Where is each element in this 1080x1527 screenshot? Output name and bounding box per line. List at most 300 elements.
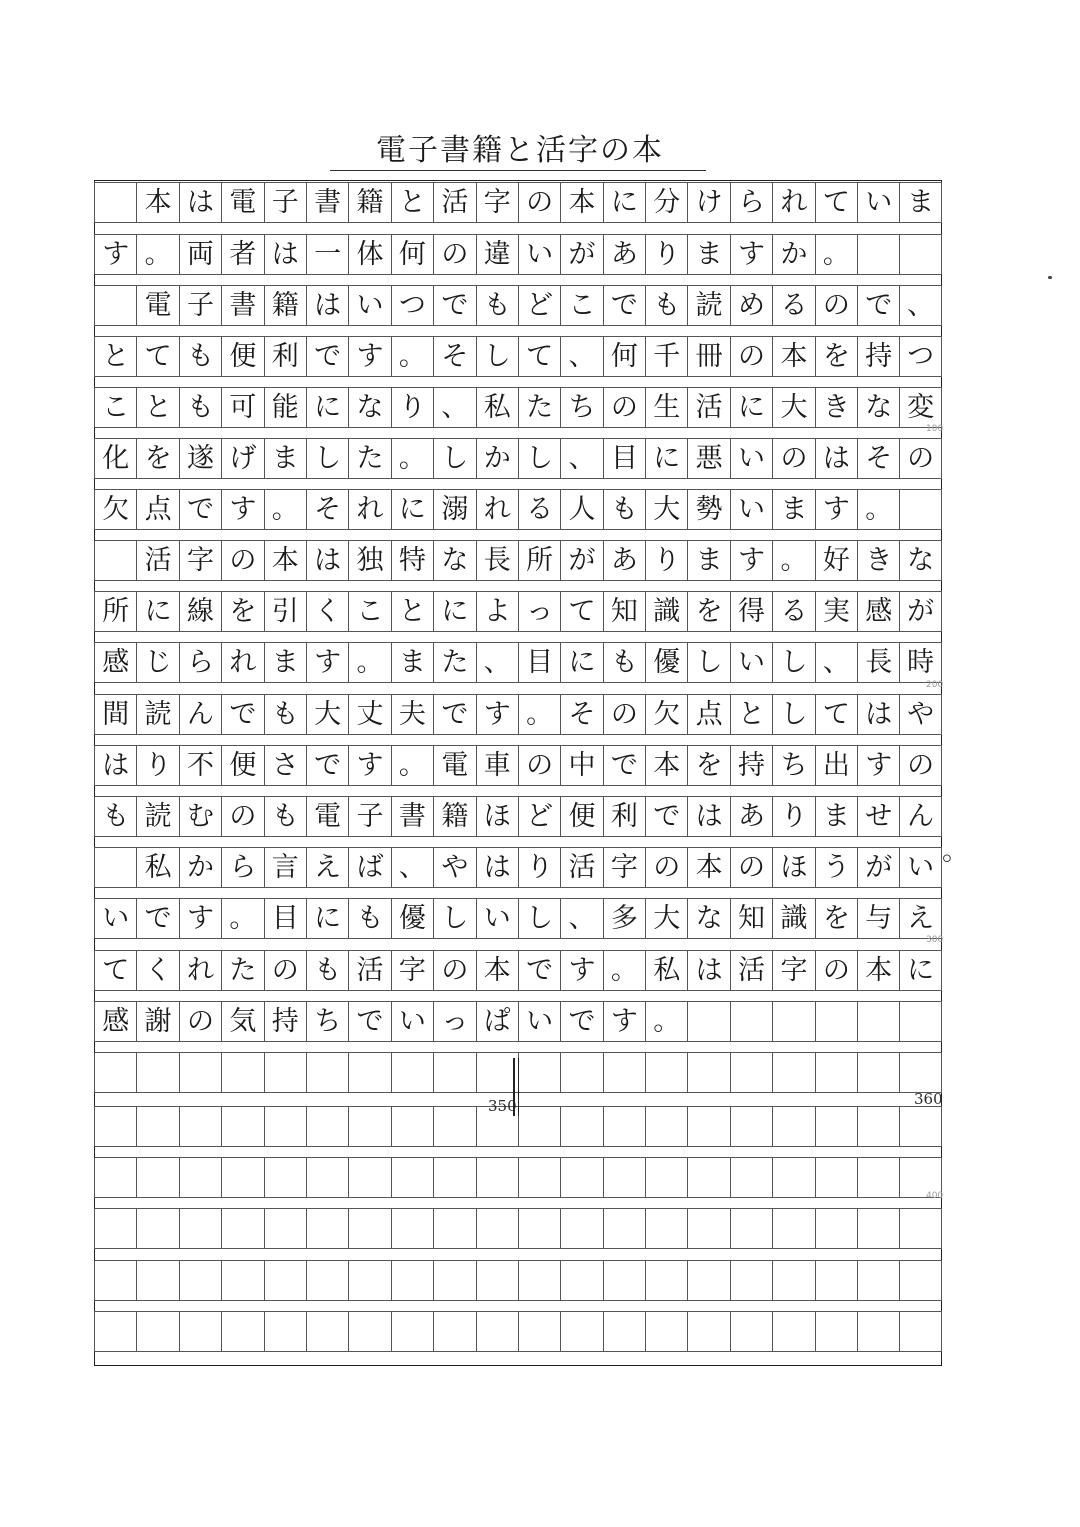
grid-cell [348, 1052, 390, 1093]
grid-cell: 書 [391, 796, 433, 837]
grid-cell: に [136, 591, 178, 632]
grid-cell: 点 [136, 489, 178, 530]
grid-cell: れ [772, 182, 814, 223]
grid-cell [264, 1260, 306, 1301]
grid-cell: ち [560, 387, 602, 428]
grid-cell: 書 [306, 182, 348, 223]
grid-cell: い [730, 489, 772, 530]
grid-cell: し [433, 438, 475, 479]
grid-cell: な [687, 898, 729, 939]
grid-cell: て [815, 694, 857, 735]
grid-cell [857, 1157, 899, 1198]
grid-cell: れ [348, 489, 390, 530]
grid-cell: は [476, 847, 518, 888]
grid-cell: 謝 [136, 1001, 178, 1042]
grid-cell: 籍 [433, 796, 475, 837]
grid-cell: 本 [264, 540, 306, 581]
grid-cell [348, 1106, 390, 1147]
grid-cell [179, 1052, 221, 1093]
grid-cell: に [899, 950, 941, 991]
grid-cell [730, 1311, 772, 1352]
grid-cell [687, 1208, 729, 1249]
grid-cell: が [899, 591, 941, 632]
grid-cell: 、 [433, 387, 475, 428]
grid-cell: せ [857, 796, 899, 837]
grid-cell [136, 1260, 178, 1301]
grid-cell: 私 [645, 950, 687, 991]
handwritten-end-count: 350 [488, 1097, 517, 1115]
grid-cell: 活 [730, 950, 772, 991]
grid-cell [391, 1260, 433, 1301]
grid-cell [857, 1052, 899, 1093]
grid-cell [518, 1208, 560, 1249]
grid-cell: や [433, 847, 475, 888]
grid-cell: の [815, 285, 857, 326]
grid-cell: 字 [772, 950, 814, 991]
handwritten-row-count: 360 [914, 1090, 943, 1108]
grid-cell: さ [264, 745, 306, 786]
grid-cell: り [645, 234, 687, 275]
grid-cell: に [645, 438, 687, 479]
grid-cell: れ [476, 489, 518, 530]
grid-cell: の [518, 182, 560, 223]
grid-cell [306, 1260, 348, 1301]
grid-cell [560, 1260, 602, 1301]
grid-cell: た [221, 950, 263, 991]
grid-cell [518, 1052, 560, 1093]
grid-cell: 、 [391, 847, 433, 888]
grid-cell: 。 [603, 950, 645, 991]
grid-cell [899, 1001, 941, 1042]
grid-cell: の [815, 950, 857, 991]
grid-cell: ぱ [476, 1001, 518, 1042]
grid-cell [645, 1106, 687, 1147]
grid-cell [518, 1157, 560, 1198]
grid-cell: も [306, 950, 348, 991]
grid-cell: 得 [730, 591, 772, 632]
grid-cell [264, 1052, 306, 1093]
grid-cell: 夫 [391, 694, 433, 735]
grid-cell: も [645, 285, 687, 326]
grid-cell: は [815, 438, 857, 479]
grid-cell: ほ [476, 796, 518, 837]
grid-cell: 。 [221, 898, 263, 939]
grid-cell [179, 1260, 221, 1301]
grid-cell [899, 1260, 941, 1301]
grid-cell: し [772, 642, 814, 683]
grid-cell: で [306, 745, 348, 786]
grid-cell: た [518, 387, 560, 428]
grid-cell [433, 1106, 475, 1147]
grid-row [94, 950, 942, 991]
grid-cell: 好 [815, 540, 857, 581]
grid-row [94, 1260, 942, 1301]
grid-cell: 者 [221, 234, 263, 275]
grid-cell: も [264, 694, 306, 735]
grid-cell: 電 [136, 285, 178, 326]
grid-cell: し [518, 438, 560, 479]
essay-title: 電子書籍と活字の本 [376, 133, 664, 168]
grid-cell: 本 [645, 745, 687, 786]
grid-cell [899, 1052, 941, 1093]
grid-cell: す [94, 234, 136, 275]
grid-cell [560, 1052, 602, 1093]
grid-cell: も [603, 642, 645, 683]
grid-cell: い [476, 898, 518, 939]
grid-cell [476, 1052, 518, 1093]
grid-cell [560, 1157, 602, 1198]
grid-cell: す [179, 898, 221, 939]
grid-cell [476, 1208, 518, 1249]
end-of-text-marker [513, 1058, 519, 1116]
grid-cell: 子 [348, 796, 390, 837]
grid-cell [136, 1311, 178, 1352]
grid-cell: 千 [645, 336, 687, 377]
grid-cell: 電 [306, 796, 348, 837]
grid-cell: が [560, 540, 602, 581]
grid-cell [730, 1260, 772, 1301]
grid-cell: 、 [815, 642, 857, 683]
grid-cell: に [306, 387, 348, 428]
grid-cell [815, 1106, 857, 1147]
grid-cell: ま [815, 796, 857, 837]
grid-cell: す [348, 745, 390, 786]
grid-cell: で [433, 285, 475, 326]
grid-cell: こ [348, 591, 390, 632]
grid-cell [179, 1311, 221, 1352]
grid-cell [391, 1157, 433, 1198]
grid-cell: 本 [476, 950, 518, 991]
grid-cell: 便 [221, 745, 263, 786]
grid-cell [433, 1157, 475, 1198]
grid-cell: ど [518, 796, 560, 837]
grid-cell: れ [221, 642, 263, 683]
grid-cell: 何 [391, 234, 433, 275]
grid-cell [433, 1052, 475, 1093]
grid-cell: は [687, 950, 729, 991]
grid-cell: 、 [560, 438, 602, 479]
grid-cell: ど [518, 285, 560, 326]
grid-cell: 書 [221, 285, 263, 326]
grid-cell: 活 [433, 182, 475, 223]
grid-cell [306, 1052, 348, 1093]
grid-cell: 欠 [645, 694, 687, 735]
grid-cell: く [136, 950, 178, 991]
grid-row [94, 387, 942, 428]
grid-cell [94, 182, 136, 223]
grid-row [94, 796, 942, 837]
grid-cell: 活 [687, 387, 729, 428]
grid-cell: は [264, 234, 306, 275]
grid-cell: は [94, 745, 136, 786]
grid-cell [603, 1157, 645, 1198]
grid-cell [179, 1208, 221, 1249]
grid-cell [306, 1106, 348, 1147]
grid-cell: い [730, 642, 772, 683]
grid-cell [645, 1052, 687, 1093]
grid-cell: き [857, 540, 899, 581]
grid-row [94, 642, 942, 683]
grid-cell [348, 1311, 390, 1352]
grid-cell: の [603, 387, 645, 428]
grid-cell: 溺 [433, 489, 475, 530]
grid-cell [560, 1106, 602, 1147]
grid-cell [603, 1208, 645, 1249]
grid-cell [899, 489, 941, 530]
grid-cell [772, 1260, 814, 1301]
grid-cell: の [433, 950, 475, 991]
grid-cell: 出 [815, 745, 857, 786]
grid-cell: 持 [264, 1001, 306, 1042]
grid-cell: 電 [221, 182, 263, 223]
grid-cell [687, 1260, 729, 1301]
grid-cell: り [645, 540, 687, 581]
grid-row [94, 1157, 942, 1198]
grid-cell: に [730, 387, 772, 428]
grid-cell: 感 [857, 591, 899, 632]
grid-row [94, 591, 942, 632]
grid-cell: し [687, 642, 729, 683]
grid-cell: 分 [645, 182, 687, 223]
grid-cell: は [687, 796, 729, 837]
grid-cell: す [306, 642, 348, 683]
grid-cell: 子 [264, 182, 306, 223]
grid-cell: る [772, 591, 814, 632]
grid-cell [136, 1106, 178, 1147]
grid-cell: す [603, 1001, 645, 1042]
grid-cell: 。 [391, 336, 433, 377]
grid-cell [348, 1157, 390, 1198]
grid-cell [136, 1208, 178, 1249]
grid-cell [221, 1311, 263, 1352]
grid-cell: 優 [645, 642, 687, 683]
grid-cell: あ [730, 796, 772, 837]
grid-cell: め [730, 285, 772, 326]
grid-cell: こ [560, 285, 602, 326]
grid-cell: 特 [391, 540, 433, 581]
grid-cell: 点 [687, 694, 729, 735]
grid-cell: て [815, 182, 857, 223]
grid-cell [391, 1106, 433, 1147]
grid-cell [730, 1208, 772, 1249]
grid-cell: を [815, 898, 857, 939]
grid-cell [433, 1208, 475, 1249]
grid-cell [730, 1052, 772, 1093]
grid-cell: え [306, 847, 348, 888]
grid-cell [136, 1052, 178, 1093]
grid-cell [645, 1157, 687, 1198]
grid-cell: 字 [476, 182, 518, 223]
grid-cell [857, 1208, 899, 1249]
paper-speck [1048, 276, 1052, 279]
grid-cell: く [306, 591, 348, 632]
grid-cell: つ [899, 336, 941, 377]
grid-cell: ち [306, 1001, 348, 1042]
grid-row [94, 694, 942, 735]
grid-cell: 気 [221, 1001, 263, 1042]
grid-cell: を [815, 336, 857, 377]
grid-cell [815, 1311, 857, 1352]
grid-cell [221, 1260, 263, 1301]
grid-cell [264, 1208, 306, 1249]
grid-cell: の [730, 847, 772, 888]
grid-cell [264, 1157, 306, 1198]
grid-cell [560, 1311, 602, 1352]
grid-cell: の [518, 745, 560, 786]
grid-cell: 子 [179, 285, 221, 326]
grid-cell: れ [179, 950, 221, 991]
grid-cell [899, 1208, 941, 1249]
grid-cell: し [306, 438, 348, 479]
grid-cell [603, 1052, 645, 1093]
grid-cell: あ [603, 234, 645, 275]
margin-count-400: 400 [926, 1191, 944, 1201]
grid-cell: 冊 [687, 336, 729, 377]
grid-cell: 読 [136, 796, 178, 837]
grid-cell [94, 540, 136, 581]
grid-cell: て [560, 591, 602, 632]
grid-cell [857, 1106, 899, 1147]
grid-row [94, 540, 942, 581]
grid-cell: 勢 [687, 489, 729, 530]
grid-cell: ま [264, 438, 306, 479]
grid-cell: や [899, 694, 941, 735]
grid-cell: の [730, 336, 772, 377]
grid-cell: 持 [857, 336, 899, 377]
grid-cell: の [221, 540, 263, 581]
grid-cell [306, 1208, 348, 1249]
grid-cell [94, 1208, 136, 1249]
grid-cell [264, 1311, 306, 1352]
grid-cell [772, 1052, 814, 1093]
grid-cell: し [518, 898, 560, 939]
grid-cell: 、 [899, 285, 941, 326]
margin-count-100: 100 [926, 424, 944, 434]
grid-cell: 。 [264, 489, 306, 530]
grid-cell: 目 [603, 438, 645, 479]
grid-cell [687, 1106, 729, 1147]
grid-cell: 本 [560, 182, 602, 223]
grid-cell: ほ [772, 847, 814, 888]
grid-row [94, 182, 942, 223]
grid-cell [94, 1157, 136, 1198]
grid-cell: 独 [348, 540, 390, 581]
grid-cell [645, 1208, 687, 1249]
grid-cell: な [899, 540, 941, 581]
grid-cell [221, 1052, 263, 1093]
grid-cell: を [687, 745, 729, 786]
grid-row [94, 438, 942, 479]
grid-cell: ば [348, 847, 390, 888]
overflow-punctuation: 。 [942, 836, 969, 867]
grid-cell: が [560, 234, 602, 275]
grid-cell: た [433, 642, 475, 683]
grid-cell: な [433, 540, 475, 581]
grid-cell: 字 [603, 847, 645, 888]
grid-cell [899, 1106, 941, 1147]
grid-cell: 感 [94, 1001, 136, 1042]
grid-cell [476, 1260, 518, 1301]
grid-cell: ま [687, 234, 729, 275]
grid-cell: か [772, 234, 814, 275]
grid-cell: と [94, 336, 136, 377]
grid-cell: の [264, 950, 306, 991]
grid-cell: の [433, 234, 475, 275]
grid-cell [518, 1260, 560, 1301]
grid-cell [136, 1157, 178, 1198]
grid-cell: 便 [221, 336, 263, 377]
grid-cell: 丈 [348, 694, 390, 735]
grid-cell: 可 [221, 387, 263, 428]
grid-cell: の [772, 438, 814, 479]
grid-cell: 引 [264, 591, 306, 632]
grid-cell [433, 1260, 475, 1301]
grid-cell: に [560, 642, 602, 683]
grid-cell [815, 1208, 857, 1249]
grid-cell: を [221, 591, 263, 632]
grid-cell: が [857, 847, 899, 888]
grid-cell [899, 234, 941, 275]
grid-cell: 実 [815, 591, 857, 632]
grid-cell: す [857, 745, 899, 786]
grid-cell: 知 [730, 898, 772, 939]
grid-cell [94, 285, 136, 326]
margin-count-300: 300 [926, 935, 944, 945]
grid-cell [730, 1106, 772, 1147]
grid-cell: 何 [603, 336, 645, 377]
grid-cell [603, 1311, 645, 1352]
grid-cell: 識 [645, 591, 687, 632]
grid-cell: 。 [857, 489, 899, 530]
grid-cell [857, 234, 899, 275]
grid-row [94, 489, 942, 530]
grid-cell: で [179, 489, 221, 530]
grid-cell: 籍 [348, 182, 390, 223]
grid-row [94, 745, 942, 786]
grid-cell: に [603, 182, 645, 223]
grid-cell: 私 [136, 847, 178, 888]
grid-cell: も [603, 489, 645, 530]
grid-cell: な [857, 387, 899, 428]
grid-cell [518, 1106, 560, 1147]
grid-cell: も [476, 285, 518, 326]
grid-cell: か [179, 847, 221, 888]
grid-cell: の [179, 1001, 221, 1042]
grid-cell [899, 1311, 941, 1352]
grid-cell [221, 1157, 263, 1198]
grid-cell [815, 1260, 857, 1301]
grid-cell: も [264, 796, 306, 837]
grid-cell: 所 [518, 540, 560, 581]
grid-cell: で [433, 694, 475, 735]
grid-cell: 所 [94, 591, 136, 632]
grid-cell: そ [560, 694, 602, 735]
grid-cell [179, 1106, 221, 1147]
grid-cell: の [645, 847, 687, 888]
grid-cell [221, 1106, 263, 1147]
grid-cell: 与 [857, 898, 899, 939]
grid-cell: に [391, 489, 433, 530]
grid-cell: 感 [94, 642, 136, 683]
grid-cell: 。 [772, 540, 814, 581]
grid-cell: て [94, 950, 136, 991]
grid-cell [815, 1052, 857, 1093]
grid-cell: 活 [348, 950, 390, 991]
grid-cell: む [179, 796, 221, 837]
grid-cell: も [179, 336, 221, 377]
grid-cell: の [603, 694, 645, 735]
grid-cell: ち [772, 745, 814, 786]
